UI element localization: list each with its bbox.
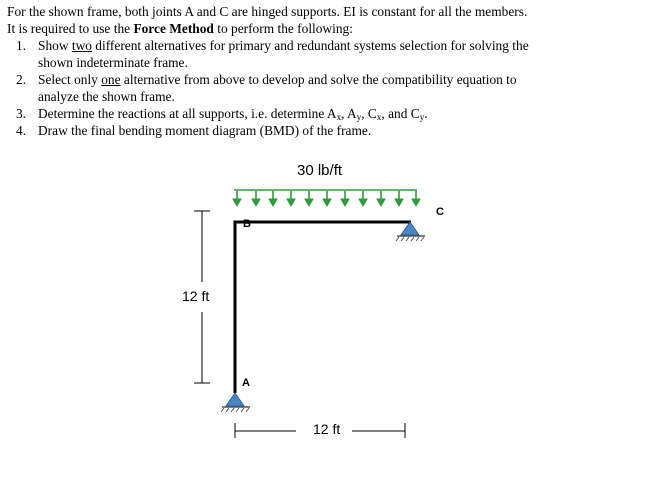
load-label: 30 lb/ft xyxy=(297,162,343,179)
subscript-cx: x xyxy=(376,112,382,122)
subscript-ax: x xyxy=(336,112,342,122)
task-2-text-post: alternative from above to develop and solve the compatibility equation to xyxy=(120,72,517,87)
load-arrow-head xyxy=(359,199,367,206)
task-1-underlined: two xyxy=(71,38,92,53)
span-label: 12 ft xyxy=(313,421,341,437)
load-arrow-head xyxy=(395,199,403,206)
task-3-sep-1: , A xyxy=(341,106,357,121)
load-arrow-head xyxy=(252,199,260,206)
joint-b-label: B xyxy=(243,218,251,230)
task-1-text-post: different alternatives for primary and redundant systems selection for solving the xyxy=(91,38,529,53)
joint-a-label: A xyxy=(242,377,250,389)
load-arrow-head xyxy=(305,199,313,206)
task-number: 3. xyxy=(16,106,27,121)
load-arrow-head xyxy=(269,199,277,206)
intro-line-1: For the shown frame, both joints A and C are hinged supports. EI is constant for all the members. xyxy=(7,4,528,19)
support-c-hinge xyxy=(396,222,425,241)
load-arrow-head xyxy=(412,199,420,206)
task-2-continuation: analyze the shown frame. xyxy=(38,89,175,104)
task-3-sep-3: , and C xyxy=(381,106,420,121)
height-label: 12 ft xyxy=(182,288,210,304)
load-arrow-head xyxy=(287,199,295,206)
load-arrow-head xyxy=(323,199,331,206)
subscript-cy: y xyxy=(419,112,425,122)
load-arrows xyxy=(233,191,420,206)
load-arrow-head xyxy=(233,199,241,206)
support-a-hinge xyxy=(221,393,250,412)
frame-members xyxy=(234,221,412,393)
task-2-text-pre: Select only xyxy=(38,72,102,87)
task-1-text-pre: Show xyxy=(38,38,72,53)
task-number: 4. xyxy=(16,123,27,138)
task-4-text: Draw the final bending moment diagram (BMD) of the frame. xyxy=(38,123,372,138)
task-number: 2. xyxy=(16,72,27,87)
task-2-underlined: one xyxy=(101,72,121,87)
task-3-end: . xyxy=(424,106,428,121)
task-1-continuation: shown indeterminate frame. xyxy=(38,55,188,70)
force-method-emphasis: Force Method xyxy=(133,21,214,36)
subscript-ay: y xyxy=(356,112,362,122)
task-3-text: Determine the reactions at all supports, i.e. determine A xyxy=(38,106,337,121)
joint-c-label: C xyxy=(436,206,444,218)
load-arrow-head xyxy=(341,199,349,206)
task-3-sep-2: , C xyxy=(361,106,377,121)
distributed-load xyxy=(233,190,420,206)
load-arrow-head xyxy=(377,199,385,206)
intro-line-2-post: to perform the following: xyxy=(213,21,353,36)
intro-line-2-pre: It is required to use the xyxy=(7,21,134,36)
task-number: 1. xyxy=(16,38,27,53)
